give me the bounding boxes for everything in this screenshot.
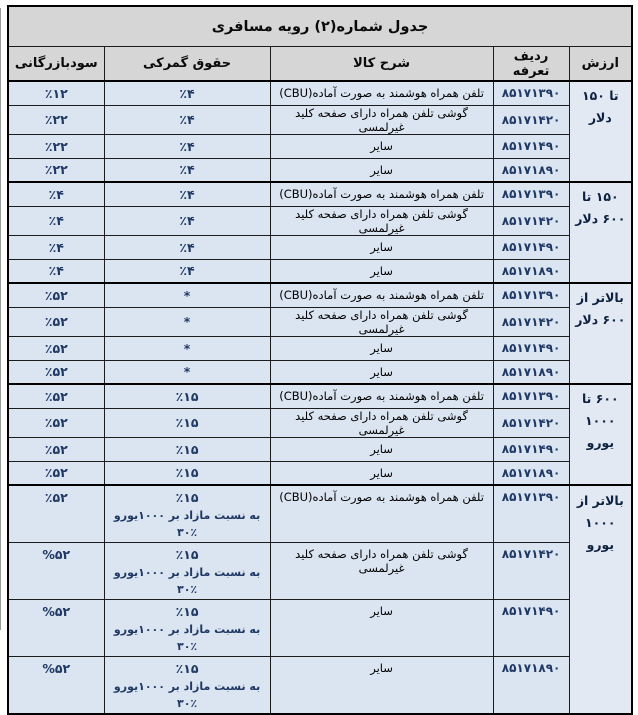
profit-cell: ٪۵۲ bbox=[8, 408, 104, 437]
table-header-row bbox=[8, 47, 632, 82]
value-group-cell: ۶۰۰ تا ۱۰۰۰ یورو bbox=[569, 384, 632, 485]
value-group-cell: بالاتر از ۶۰۰ دلار bbox=[569, 283, 632, 384]
tariff-cell: ۸۵۱۷۱۴۲۰ bbox=[493, 543, 569, 600]
tariff-cell: ۸۵۱۷۱۸۹۰ bbox=[493, 259, 569, 283]
profit-cell: ٪۵۲ bbox=[8, 437, 104, 461]
duty-value: ٪۱۵ bbox=[175, 388, 199, 404]
duty-cell bbox=[104, 307, 270, 336]
table-title-row bbox=[8, 6, 632, 47]
duty-cell bbox=[104, 437, 270, 461]
table-row bbox=[8, 360, 632, 384]
duty-cell bbox=[104, 206, 270, 235]
table-row bbox=[8, 259, 632, 283]
duty-cell bbox=[104, 360, 270, 384]
duty-value: ٪۱۵ bbox=[175, 547, 199, 562]
duty-excess-note: به نسبت مازاد بر ۱۰۰۰یورو ٪۳۰ bbox=[113, 566, 261, 596]
duty-cell bbox=[104, 485, 270, 543]
header-description: شرح کالا bbox=[270, 47, 493, 82]
duty-value: ٪۱۵ bbox=[175, 415, 199, 430]
profit-cell: ٪۱۲ bbox=[8, 81, 104, 105]
duty-cell bbox=[104, 283, 270, 307]
profit-cell: %۵۲ bbox=[8, 600, 104, 657]
duty-cell bbox=[104, 259, 270, 283]
table-row bbox=[8, 485, 632, 543]
profit-cell: ٪۵۲ bbox=[8, 307, 104, 336]
duty-cell bbox=[104, 408, 270, 437]
duty-value: ٪۴ bbox=[179, 138, 195, 154]
duty-value: ٪۴ bbox=[179, 162, 195, 178]
duty-value: ٪۱۵ bbox=[175, 465, 199, 481]
description-cell: سایر bbox=[270, 600, 493, 657]
profit-cell: ٪۴ bbox=[8, 182, 104, 206]
description-cell: سایر bbox=[270, 461, 493, 485]
value-group-cell: تا ۱۵۰ دلار bbox=[569, 81, 632, 182]
duty-excess-note: به نسبت مازاد بر ۱۰۰۰یورو ٪۳۰ bbox=[113, 680, 261, 710]
tariff-cell: ۸۵۱۷۱۴۹۰ bbox=[493, 235, 569, 259]
table-row bbox=[8, 105, 632, 134]
duty-cell bbox=[104, 105, 270, 134]
duty-value: ٪۴ bbox=[179, 112, 195, 127]
description-cell: تلفن همراه هوشمند به صورت آماده(CBU) bbox=[270, 485, 493, 543]
description-cell: تلفن همراه هوشمند به صورت آماده(CBU) bbox=[270, 81, 493, 105]
table-title: جدول شماره(۲) رویه مسافری bbox=[8, 6, 632, 47]
duty-value: ٪۴ bbox=[179, 186, 195, 202]
tariff-cell: ۸۵۱۷۱۳۹۰ bbox=[493, 81, 569, 105]
duty-value: ٪۱۵ bbox=[175, 490, 199, 505]
description-cell: سایر bbox=[270, 259, 493, 283]
duty-value: * bbox=[183, 364, 191, 380]
profit-cell: ٪۵۲ bbox=[8, 360, 104, 384]
description-cell: گوشی تلفن همراه دارای صفحه کلید غیرلمسی bbox=[270, 105, 493, 134]
table-row bbox=[8, 384, 632, 408]
table-row bbox=[8, 158, 632, 182]
duty-cell bbox=[104, 158, 270, 182]
table-row bbox=[8, 182, 632, 206]
duty-value: * bbox=[183, 340, 191, 356]
duty-cell bbox=[104, 657, 270, 715]
duty-cell bbox=[104, 235, 270, 259]
profit-cell: ٪۴ bbox=[8, 259, 104, 283]
tariff-cell: ۸۵۱۷۱۸۹۰ bbox=[493, 461, 569, 485]
table-row bbox=[8, 235, 632, 259]
duty-cell bbox=[104, 81, 270, 105]
description-cell: گوشی تلفن همراه دارای صفحه کلید غیرلمسی bbox=[270, 408, 493, 437]
page-edge-line bbox=[0, 8, 1, 630]
description-cell: گوشی تلفن همراه دارای صفحه کلید غیرلمسی bbox=[270, 307, 493, 336]
table-row bbox=[8, 307, 632, 336]
duty-excess-note: به نسبت مازاد بر ۱۰۰۰یورو ٪۳۰ bbox=[113, 623, 261, 653]
header-commercial-profit: سودبازرگانی bbox=[8, 47, 104, 82]
duty-cell bbox=[104, 600, 270, 657]
description-cell: گوشی تلفن همراه دارای صفحه کلید غیرلمسی bbox=[270, 543, 493, 600]
duty-cell bbox=[104, 384, 270, 408]
description-cell: تلفن همراه هوشمند به صورت آماده(CBU) bbox=[270, 283, 493, 307]
profit-cell: ٪۲۲ bbox=[8, 105, 104, 134]
duty-excess-note: به نسبت مازاد بر ۱۰۰۰یورو ٪۳۰ bbox=[113, 509, 261, 539]
table-row bbox=[8, 461, 632, 485]
tariff-cell: ۸۵۱۷۱۸۹۰ bbox=[493, 360, 569, 384]
tariff-cell: ۸۵۱۷۱۳۹۰ bbox=[493, 182, 569, 206]
table-row bbox=[8, 600, 632, 657]
tariff-cell: ۸۵۱۷۱۳۹۰ bbox=[493, 384, 569, 408]
tariff-cell: ۸۵۱۷۱۴۲۰ bbox=[493, 105, 569, 134]
description-cell: تلفن همراه هوشمند به صورت آماده(CBU) bbox=[270, 182, 493, 206]
profit-cell: ٪۵۲ bbox=[8, 283, 104, 307]
duty-cell bbox=[104, 134, 270, 158]
tariff-cell: ۸۵۱۷۱۸۹۰ bbox=[493, 657, 569, 715]
tariff-cell: ۸۵۱۷۱۴۲۰ bbox=[493, 307, 569, 336]
tariff-cell: ۸۵۱۷۱۴۲۰ bbox=[493, 408, 569, 437]
header-customs-duty: حقوق گمرکی bbox=[104, 47, 270, 82]
table-row bbox=[8, 408, 632, 437]
table-row bbox=[8, 134, 632, 158]
description-cell: سایر bbox=[270, 235, 493, 259]
tariff-cell: ۸۵۱۷۱۴۹۰ bbox=[493, 600, 569, 657]
profit-cell: ٪۵۲ bbox=[8, 336, 104, 360]
table-row bbox=[8, 283, 632, 307]
table-row bbox=[8, 437, 632, 461]
table-row bbox=[8, 543, 632, 600]
value-group-cell: ۱۵۰ تا ۶۰۰ دلار bbox=[569, 182, 632, 283]
duty-value: ٪۴ bbox=[179, 239, 195, 255]
description-cell: سایر bbox=[270, 360, 493, 384]
duty-cell bbox=[104, 336, 270, 360]
description-cell: سایر bbox=[270, 134, 493, 158]
description-cell: گوشی تلفن همراه دارای صفحه کلید غیرلمسی bbox=[270, 206, 493, 235]
profit-cell: ٪۲۲ bbox=[8, 158, 104, 182]
profit-cell: ٪۴ bbox=[8, 235, 104, 259]
tariff-cell: ۸۵۱۷۱۴۲۰ bbox=[493, 206, 569, 235]
profit-cell: %۵۲ bbox=[8, 657, 104, 715]
duty-value: ٪۱۵ bbox=[175, 604, 199, 619]
tariff-cell: ۸۵۱۷۱۸۹۰ bbox=[493, 158, 569, 182]
table-row bbox=[8, 657, 632, 715]
table-row bbox=[8, 81, 632, 105]
tariff-cell: ۸۵۱۷۱۴۹۰ bbox=[493, 134, 569, 158]
duty-cell bbox=[104, 543, 270, 600]
passenger-tariff-table bbox=[7, 5, 633, 715]
profit-cell: ٪۲۲ bbox=[8, 134, 104, 158]
duty-value: ٪۱۵ bbox=[175, 661, 199, 676]
tariff-cell: ۸۵۱۷۱۴۹۰ bbox=[493, 336, 569, 360]
profit-cell: ٪۵۲ bbox=[8, 384, 104, 408]
description-cell: سایر bbox=[270, 657, 493, 715]
profit-cell: ٪۵۲ bbox=[8, 485, 104, 543]
table-row bbox=[8, 336, 632, 360]
duty-cell bbox=[104, 461, 270, 485]
description-cell: سایر bbox=[270, 437, 493, 461]
duty-value: ٪۴ bbox=[179, 85, 195, 101]
duty-value: ٪۴ bbox=[179, 213, 195, 228]
profit-cell: %۵۲ bbox=[8, 543, 104, 600]
profit-cell: ٪۴ bbox=[8, 206, 104, 235]
duty-value: ٪۴ bbox=[179, 263, 195, 279]
table-row bbox=[8, 206, 632, 235]
header-tariff-row: ردیف تعرفه bbox=[493, 47, 569, 82]
duty-value: * bbox=[183, 314, 191, 329]
duty-value: * bbox=[183, 287, 191, 303]
header-value: ارزش bbox=[569, 47, 632, 82]
description-cell: تلفن همراه هوشمند به صورت آماده(CBU) bbox=[270, 384, 493, 408]
tariff-cell: ۸۵۱۷۱۴۹۰ bbox=[493, 437, 569, 461]
profit-cell: ٪۵۲ bbox=[8, 461, 104, 485]
duty-value: ٪۱۵ bbox=[175, 441, 199, 457]
description-cell: سایر bbox=[270, 158, 493, 182]
duty-cell bbox=[104, 182, 270, 206]
value-group-cell: بالاتر از ۱۰۰۰ یورو bbox=[569, 485, 632, 714]
tariff-cell: ۸۵۱۷۱۳۹۰ bbox=[493, 283, 569, 307]
description-cell: سایر bbox=[270, 336, 493, 360]
tariff-cell: ۸۵۱۷۱۳۹۰ bbox=[493, 485, 569, 543]
